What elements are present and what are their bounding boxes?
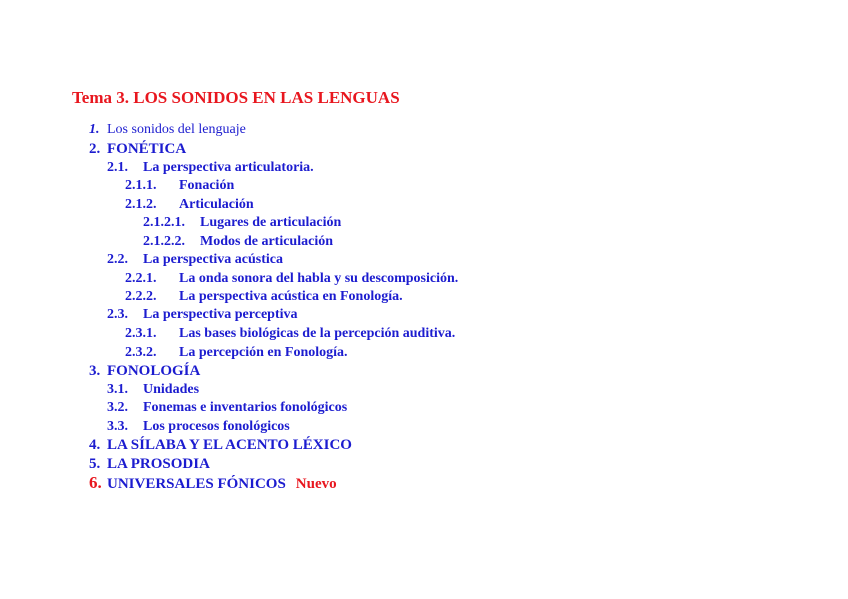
toc-label: La percepción en Fonología.	[179, 345, 348, 360]
toc-item-1[interactable]	[89, 121, 246, 139]
toc-number: 2.3.1.	[125, 326, 157, 341]
toc-item-5[interactable]	[89, 455, 210, 473]
toc-label: Lugares de articulación	[200, 215, 342, 230]
toc-number: 2.1.2.	[125, 197, 157, 212]
toc-item-2-1-1[interactable]	[125, 177, 234, 195]
toc-number: 4.	[89, 437, 101, 453]
toc-item-4[interactable]	[89, 436, 352, 454]
toc-item-2-3-2[interactable]	[125, 344, 348, 362]
toc-number: 2.2.	[107, 252, 128, 267]
toc-item-3-3[interactable]	[107, 418, 290, 436]
toc-label: La perspectiva articulatoria.	[143, 160, 314, 175]
toc-number: 1.	[89, 122, 100, 137]
toc-item-2-2-2[interactable]	[125, 288, 403, 306]
toc-label: Articulación	[179, 197, 254, 212]
new-badge: Nuevo	[295, 476, 337, 492]
toc-item-2-1[interactable]	[107, 159, 314, 177]
toc-item-6[interactable]	[89, 474, 337, 493]
toc-number: 2.3.	[107, 307, 128, 322]
toc-item-2-1-2-2[interactable]	[143, 233, 333, 251]
toc-number: 2.2.1.	[125, 271, 157, 286]
toc-label: Los sonidos del lenguaje	[107, 122, 246, 137]
toc-label: Las bases biológicas de la percepción auditiva.	[179, 326, 456, 341]
toc-label: FONÉTICA	[107, 141, 187, 157]
title-text: LOS SONIDOS EN LAS LENGUAS	[133, 88, 400, 107]
toc-label: La perspectiva perceptiva	[143, 307, 298, 322]
toc-label: La perspectiva acústica en Fonología.	[179, 289, 403, 304]
toc-number: 2.	[89, 141, 101, 157]
toc-item-2-3[interactable]	[107, 306, 298, 324]
toc-label: Unidades	[143, 382, 200, 397]
toc-item-3-1[interactable]	[107, 381, 199, 399]
toc-number: 3.2.	[107, 400, 128, 415]
toc-item-2-2-1[interactable]	[125, 270, 458, 288]
toc-item-2-1-2[interactable]	[125, 196, 254, 214]
toc-item-2-1-2-1[interactable]	[143, 214, 341, 232]
toc-number: 2.3.2.	[125, 345, 157, 360]
toc-label: Modos de articulación	[200, 234, 333, 249]
toc-label: La perspectiva acústica	[143, 252, 283, 267]
toc-number: 2.1.	[107, 160, 128, 175]
toc-label: LA PROSODIA	[107, 456, 210, 472]
toc-item-2-2[interactable]	[107, 251, 283, 269]
toc-number: 3.3.	[107, 419, 128, 434]
toc-number: 2.1.2.2.	[143, 234, 185, 249]
toc-label: LA SÍLABA Y EL ACENTO LÉXICO	[107, 437, 352, 453]
toc-number: 3.	[89, 363, 101, 379]
toc-label: FONOLOGÍA	[107, 363, 201, 379]
toc-label: Los procesos fonológicos	[143, 419, 290, 434]
toc-number: 5.	[89, 456, 101, 472]
toc-label: Fonemas e inventarios fonológicos	[143, 400, 348, 415]
title-prefix: Tema 3.	[72, 88, 129, 107]
toc-item-2[interactable]	[89, 140, 186, 158]
toc-item-3-2[interactable]	[107, 399, 347, 417]
toc-number: 6.	[89, 473, 102, 492]
toc-label: La onda sonora del habla y su descomposición.	[179, 271, 459, 286]
toc-label: UNIVERSALES FÓNICOS	[107, 476, 286, 492]
toc-number: 2.2.2.	[125, 289, 157, 304]
toc-item-3[interactable]	[89, 362, 200, 380]
toc-number: 3.1.	[107, 382, 128, 397]
toc-number: 2.1.2.1.	[143, 215, 185, 230]
toc-item-2-3-1[interactable]	[125, 325, 455, 343]
toc-label: Fonación	[179, 178, 235, 193]
toc-number: 2.1.1.	[125, 178, 157, 193]
